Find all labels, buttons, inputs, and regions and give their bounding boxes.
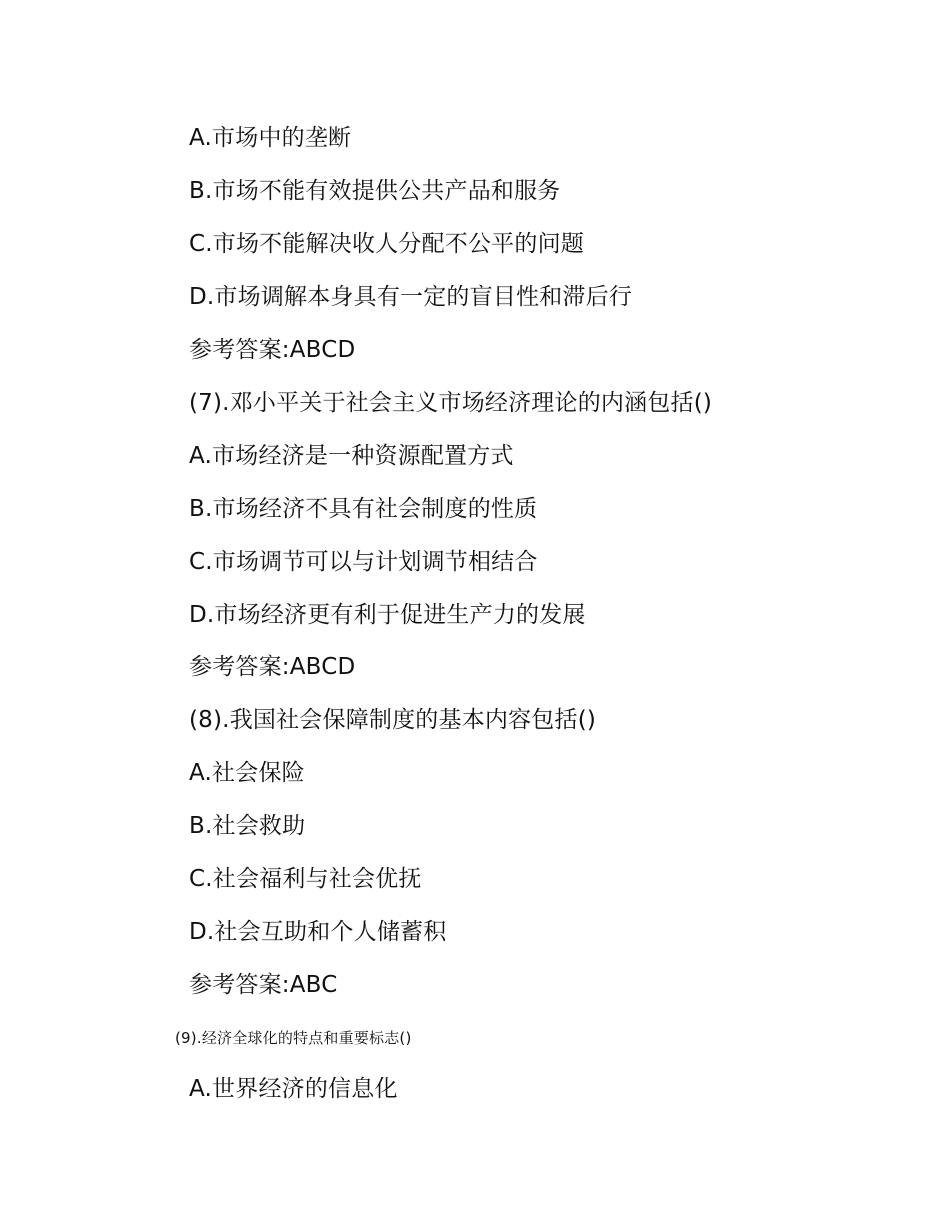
q8-option-a: A.社会保险 xyxy=(189,760,305,786)
q8-option-c: C.社会福利与社会优抚 xyxy=(189,866,422,892)
question-8: (8).我国社会保障制度的基本内容包括() xyxy=(189,707,597,733)
q7-option-a: A.市场经济是一种资源配置方式 xyxy=(189,443,514,469)
question-9: (9).经济全球化的特点和重要标志() xyxy=(175,1029,412,1047)
question-7: (7).邓小平关于社会主义市场经济理论的内涵包括() xyxy=(189,390,713,416)
q7-option-c: C.市场调节可以与计划调节相结合 xyxy=(189,549,538,575)
q7-option-b: B.市场经济不具有社会制度的性质 xyxy=(189,496,538,522)
answer-q8: 参考答案:ABC xyxy=(189,972,338,998)
option-c-income-distribution: C.市场不能解决收人分配不公平的问题 xyxy=(189,231,584,257)
option-d-blindness-lag: D.市场调解本身具有一定的盲目性和滞后行 xyxy=(189,284,633,310)
q8-option-b: B.社会救助 xyxy=(189,813,306,839)
answer-q6: 参考答案:ABCD xyxy=(189,337,356,363)
q9-option-a: A.世界经济的信息化 xyxy=(189,1076,398,1102)
q8-option-d: D.社会互助和个人储蓄积 xyxy=(189,919,447,945)
option-b-public-goods: B.市场不能有效提供公共产品和服务 xyxy=(189,178,561,204)
option-a-market-monopoly: A.市场中的垄断 xyxy=(189,125,352,151)
answer-q7: 参考答案:ABCD xyxy=(189,654,356,680)
q7-option-d: D.市场经济更有利于促进生产力的发展 xyxy=(189,602,586,628)
